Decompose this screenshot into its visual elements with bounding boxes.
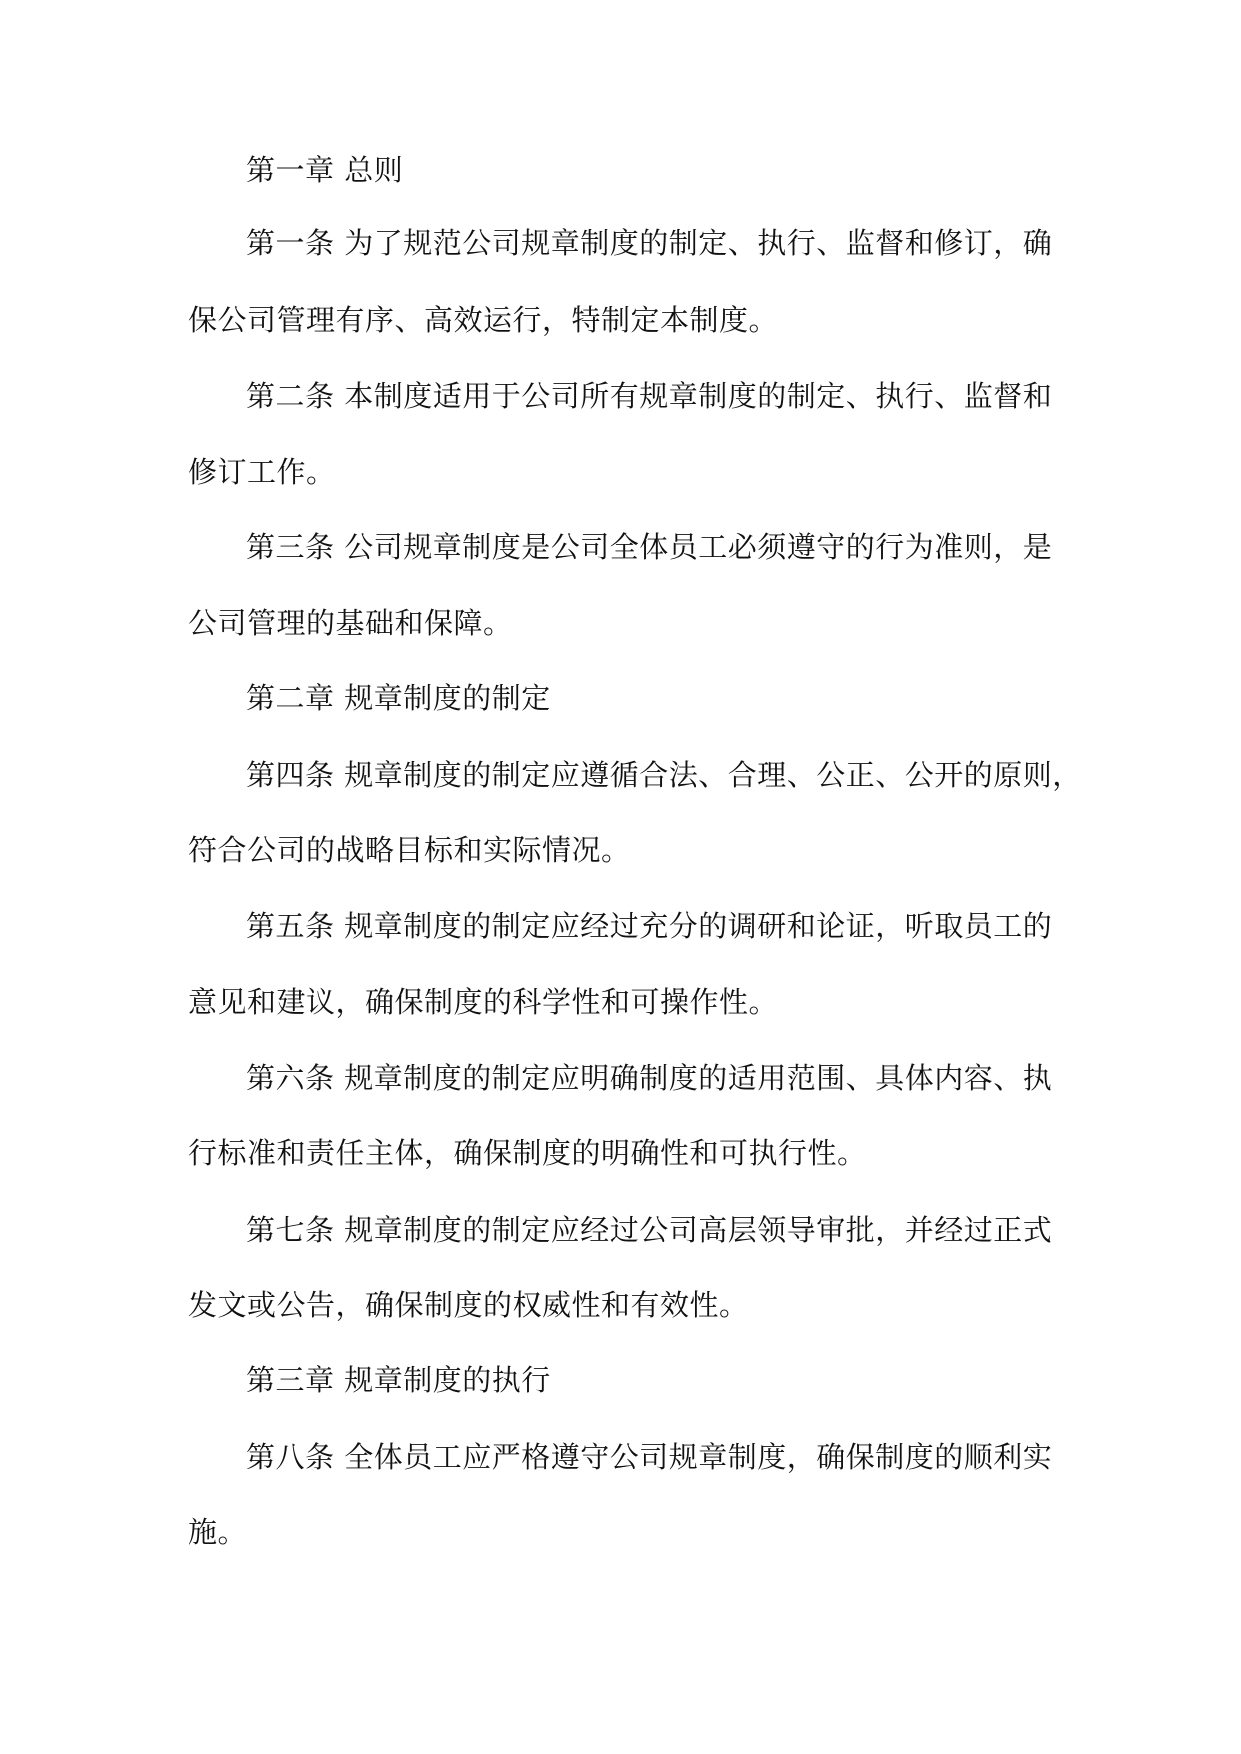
- article-2-line-2: 修订工作。: [188, 455, 336, 489]
- chapter-1-heading: 第一章 总则: [246, 153, 404, 187]
- chapter-2-heading: 第二章 规章制度的制定: [246, 681, 551, 715]
- article-5-line-2: 意见和建议，确保制度的科学性和可操作性。: [188, 985, 779, 1019]
- article-6-line-1: 第六条 规章制度的制定应明确制度的适用范围、具体内容、执: [246, 1061, 1053, 1095]
- article-3-line-2: 公司管理的基础和保障。: [188, 606, 513, 640]
- article-2-line-1: 第二条 本制度适用于公司所有规章制度的制定、执行、监督和: [246, 379, 1053, 413]
- article-6-line-2: 行标准和责任主体，确保制度的明确性和可执行性。: [188, 1136, 867, 1170]
- article-7-line-2: 发文或公告，确保制度的权威性和有效性。: [188, 1288, 749, 1322]
- article-3-line-1: 第三条 公司规章制度是公司全体员工必须遵守的行为准则，是: [246, 530, 1053, 564]
- article-8-line-1: 第八条 全体员工应严格遵守公司规章制度，确保制度的顺利实: [246, 1440, 1053, 1474]
- article-8-line-2: 施。: [188, 1515, 248, 1549]
- article-1-line-1: 第一条 为了规范公司规章制度的制定、执行、监督和修订，确: [246, 226, 1053, 260]
- chapter-3-heading: 第三章 规章制度的执行: [246, 1363, 551, 1397]
- article-7-line-1: 第七条 规章制度的制定应经过公司高层领导审批，并经过正式: [246, 1213, 1053, 1247]
- article-4-line-2: 符合公司的战略目标和实际情况。: [188, 833, 631, 867]
- article-4-line-1: 第四条 规章制度的制定应遵循合法、合理、公正、公开的原则，: [246, 758, 1082, 792]
- article-1-line-2: 保公司管理有序、高效运行，特制定本制度。: [188, 303, 779, 337]
- article-5-line-1: 第五条 规章制度的制定应经过充分的调研和论证，听取员工的: [246, 909, 1053, 943]
